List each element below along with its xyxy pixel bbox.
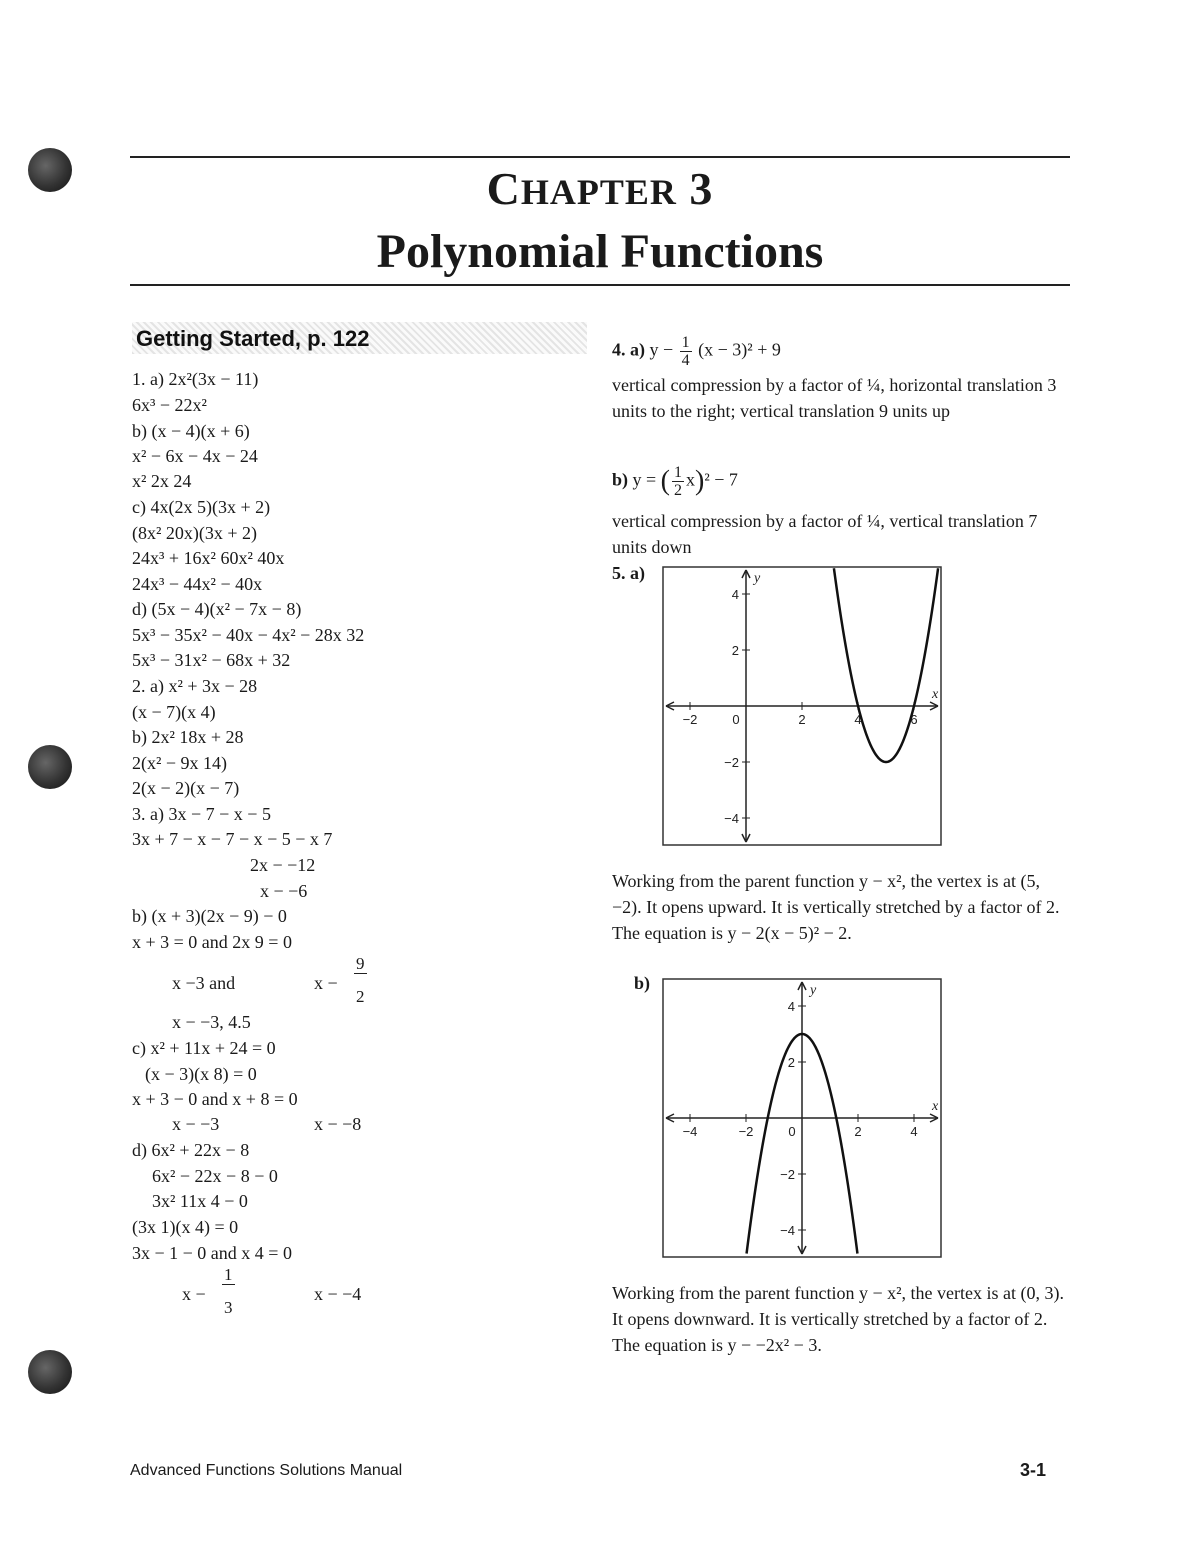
graph-a [662,566,942,846]
solution-line: x − −3, 4.5 [172,1012,251,1032]
y-tick-label: −2 [724,755,739,770]
y-axis-label: y [810,983,817,998]
chapter-num-value: 3 [689,163,714,214]
solution-line: (x − 3)(x 8) = 0 [145,1064,257,1084]
fraction-numerator: 9 [356,954,365,973]
parabola-curve [834,568,938,762]
solution-line: d) 6x² + 22x − 8 [132,1140,250,1160]
x-tick-label: −2 [738,1124,754,1139]
x-tick-label: 4 [910,1124,918,1139]
solution-line: 24x³ − 44x² − 40x [132,574,263,594]
fraction-denominator: 4 [681,352,690,369]
y-tick-label: −2 [780,1167,795,1182]
x-axis-label: x [932,687,939,702]
solution-line: 5x³ − 31x² − 68x + 32 [132,650,291,670]
chapter-number [0,162,1200,215]
solution-line: x + 3 = 0 and 2x 9 = 0 [132,932,292,952]
solution-line: x − [182,1284,206,1304]
x-tick-label: 0 [788,1124,796,1139]
fraction-numerator: 1 [681,334,690,351]
q4b-equation [612,464,738,499]
q4b-text: vertical compression by a factor of ¼, vertical translation 7 units down [612,511,1038,557]
solution-line: x − −8 [314,1114,362,1134]
x-tick-label: −4 [682,1124,698,1139]
solution-line: b) (x + 3)(2x − 9) − 0 [132,906,287,926]
paren-close: ) [695,465,705,497]
fraction-numerator: 1 [224,1265,233,1284]
q4a-text: vertical compression by a factor of ¼, horizontal translation 3 units to the right; vertical translation 9 units up [612,375,1057,421]
graph-b [662,978,942,1258]
q4a-label: 4. a) [612,339,645,360]
solution-line: b) 2x² 18x + 28 [132,727,244,747]
y-axis-label: y [754,571,761,586]
y-tick-label: 2 [731,643,739,658]
solution-line: c) x² + 11x + 24 = 0 [132,1038,276,1058]
solution-line: 1. a) 2x²(3x − 11) [132,369,259,389]
solution-line: c) 4x(2x 5)(3x + 2) [132,497,271,517]
solution-line: (x − 7)(x 4) [132,702,216,722]
fraction-denominator: 2 [674,482,682,499]
chapter-initial: C [486,163,521,214]
y-tick-label: 4 [731,587,739,602]
footer-title: Advanced Functions Solutions Manual [130,1462,403,1479]
solution-line: 2x − −12 [250,855,316,875]
q4a-eq-left: y − [649,339,674,360]
solution-line: x² 2x 24 [132,471,192,491]
q4a-eq-right: (x − 3)² + 9 [698,339,781,360]
solution-line: x − −6 [260,881,308,901]
q4b-eq-left: y = [632,469,661,490]
section-heading: Getting Started, p. 122 [132,322,587,354]
page-number: 3-1 [1020,1460,1047,1480]
q4b-eq-right: ² − 7 [704,469,738,490]
y-tick-label: −4 [780,1223,795,1238]
fraction-denominator: 2 [356,987,365,1006]
solution-line: d) (5x − 4)(x² − 7x − 8) [132,599,302,619]
chapter-title: Polynomial Functions [376,225,824,278]
solution-line: x − [314,973,338,993]
solution-line: 3x + 7 − x − 7 − x − 5 − x 7 [132,829,333,849]
q4a-fraction [680,334,692,369]
solution-line: x² − 6x − 4x − 24 [132,446,258,466]
q4b-eq-mid: x [686,469,695,490]
binder-hole [28,745,72,789]
chapter-word: HAPTER [520,172,677,212]
solution-line: 6x³ − 22x² [132,395,207,415]
q4a-equation [612,334,781,369]
x-axis-label: x [932,1099,939,1114]
q5b-label: b) [634,973,651,993]
q4b-label: b) [612,469,629,490]
q4b-fraction [672,464,684,499]
solution-line: 5x³ − 35x² − 40x − 4x² − 28x 32 [132,625,365,645]
fraction-numerator: 1 [674,464,682,481]
y-tick-label: 4 [787,999,795,1014]
x-tick-label: 4 [854,712,862,727]
y-tick-label: 2 [787,1055,795,1070]
x-tick-label: 2 [798,712,806,727]
fraction-denominator: 3 [224,1298,233,1317]
q5b-text: Working from the parent function y − x², the vertex is at (0, 3). It opens downward. It is vertically stretched by a factor of 2. The equation is y − −2x² − 3. [612,1283,1064,1355]
solution-line: 24x³ + 16x² 60x² 40x [132,548,285,568]
solution-line: 3x² 11x 4 − 0 [152,1191,248,1211]
solution-line: x + 3 − 0 and x + 8 = 0 [132,1089,298,1109]
solution-line: 3. a) 3x − 7 − x − 5 [132,804,271,824]
q5a-label: 5. a) [612,563,645,583]
solution-line: 6x² − 22x − 8 − 0 [152,1166,278,1186]
title-rule [130,284,1070,286]
x-tick-label: 2 [854,1124,862,1139]
top-rule [130,156,1070,158]
solution-line: 2(x − 2)(x − 7) [132,778,240,798]
solution-line: (3x 1)(x 4) = 0 [132,1217,239,1237]
solution-line: x − −4 [314,1284,362,1304]
solution-line: 3x − 1 − 0 and x 4 = 0 [132,1243,292,1263]
x-tick-label: −2 [682,712,698,727]
solution-line: (8x² 20x)(3x + 2) [132,523,258,543]
x-tick-label: 0 [732,712,740,727]
solution-line: x −3 and [172,973,236,993]
paren-open: ( [660,465,670,497]
solution-line: 2(x² − 9x 14) [132,753,228,773]
solution-line: x − −3 [172,1114,220,1134]
q5a-text: Working from the parent function y − x², the vertex is at (5, −2). It opens upward. It is vertically stretched by a factor of 2. The equation is y − 2(x − 5)² − 2. [612,871,1060,943]
solution-line: 2. a) x² + 3x − 28 [132,676,258,696]
solution-line: b) (x − 4)(x + 6) [132,421,250,441]
binder-hole [28,1350,72,1394]
y-tick-label: −4 [724,811,739,826]
x-tick-label: 6 [910,712,918,727]
